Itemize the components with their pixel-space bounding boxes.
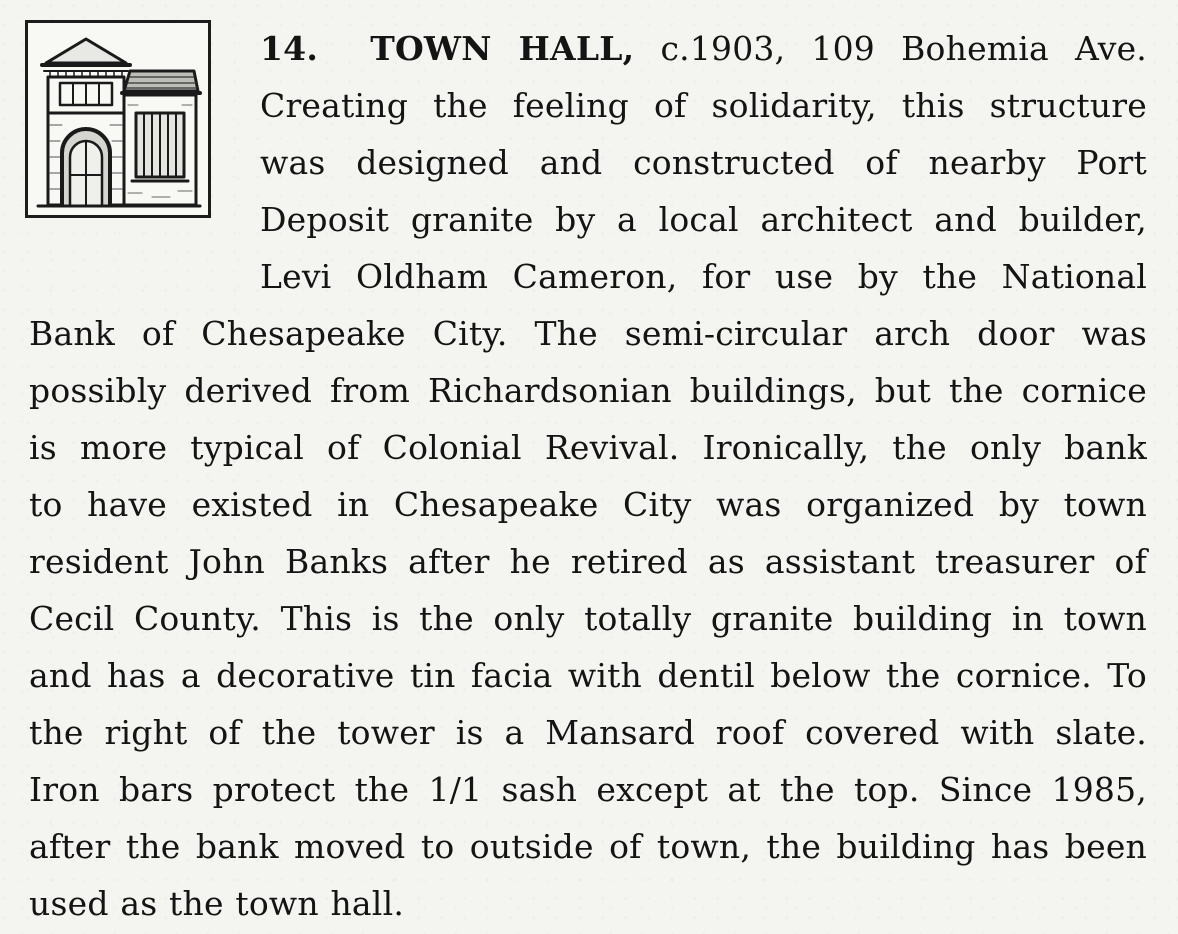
entry-details: c.1903, 109 Bohemia Ave.	[660, 29, 1147, 68]
entry-number: 14.	[260, 29, 319, 68]
body-line: the right of the tower is a Mansard roof covered with slate.	[29, 713, 1147, 752]
body-line: was designed and constructed of nearby Port	[260, 143, 1147, 182]
body-line: is more typical of Colonial Revival. Ironically, the only bank	[29, 428, 1147, 467]
body-line: possibly derived from Richardsonian buildings, but the cornice	[29, 371, 1147, 410]
body-line-last: used as the town hall.	[29, 884, 405, 923]
body-line: Creating the feeling of solidarity, this structure	[260, 86, 1147, 125]
entry-heading	[260, 20, 1147, 77]
body-line: Levi Oldham Cameron, for use by the National	[260, 257, 1147, 296]
entry-text	[29, 20, 1147, 932]
entry-title: TOWN HALL,	[370, 29, 635, 68]
body-line: after the bank moved to outside of town, the building has been	[29, 827, 1147, 866]
body-line: Cecil County. This is the only totally granite building in town	[29, 599, 1147, 638]
body-line: and has a decorative tin facia with dentil below the cornice. To	[29, 656, 1147, 695]
body-line: Iron bars protect the 1/1 sash except at the top. Since 1985,	[29, 770, 1147, 809]
body-line: Deposit granite by a local architect and builder,	[260, 200, 1147, 239]
body-line: to have existed in Chesapeake City was organized by town	[29, 485, 1147, 524]
body-line: Bank of Chesapeake City. The semi-circular arch door was	[29, 314, 1147, 353]
body-line: resident John Banks after he retired as assistant treasurer of	[29, 542, 1147, 581]
